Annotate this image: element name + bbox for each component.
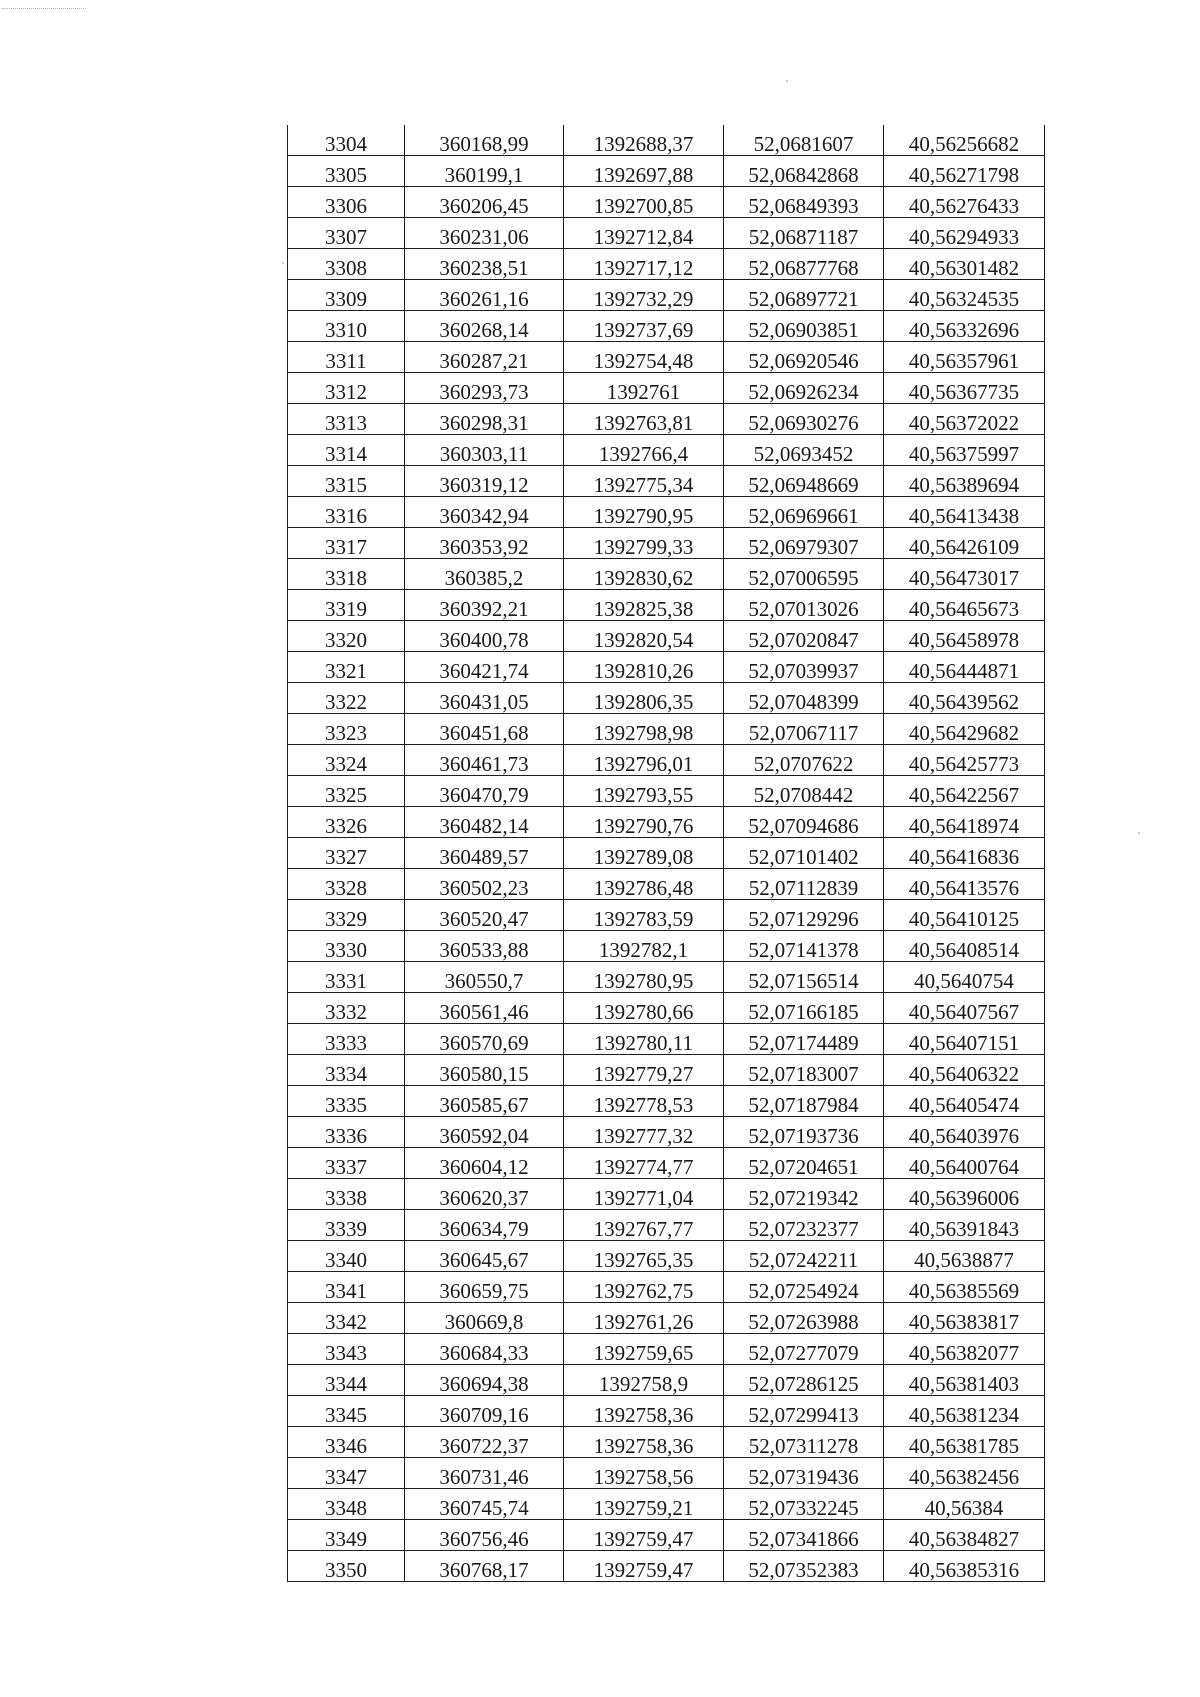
x-coordinate-cell: 360502,23 <box>405 869 564 900</box>
x-coordinate-cell: 360745,74 <box>405 1489 564 1520</box>
x-coordinate-cell: 360231,06 <box>405 218 564 249</box>
longitude-cell: 40,56324535 <box>884 280 1045 311</box>
y-coordinate-cell: 1392790,95 <box>564 497 724 528</box>
latitude-cell: 52,07263988 <box>724 1303 884 1334</box>
longitude-cell: 40,56408514 <box>884 931 1045 962</box>
point-number-cell: 3316 <box>288 497 405 528</box>
y-coordinate-cell: 1392712,84 <box>564 218 724 249</box>
point-number-cell: 3308 <box>288 249 405 280</box>
table-row <box>288 776 1045 807</box>
x-coordinate-cell: 360206,45 <box>405 187 564 218</box>
y-coordinate-cell: 1392777,32 <box>564 1117 724 1148</box>
latitude-cell: 52,0707622 <box>724 745 884 776</box>
table-row <box>288 745 1045 776</box>
x-coordinate-cell: 360168,99 <box>405 125 564 156</box>
latitude-cell: 52,06897721 <box>724 280 884 311</box>
y-coordinate-cell: 1392732,29 <box>564 280 724 311</box>
point-number-cell: 3320 <box>288 621 405 652</box>
table-row <box>288 528 1045 559</box>
x-coordinate-cell: 360461,73 <box>405 745 564 776</box>
table-row <box>288 125 1045 156</box>
point-number-cell: 3306 <box>288 187 405 218</box>
longitude-cell: 40,56301482 <box>884 249 1045 280</box>
x-coordinate-cell: 360385,2 <box>405 559 564 590</box>
y-coordinate-cell: 1392737,69 <box>564 311 724 342</box>
latitude-cell: 52,07204651 <box>724 1148 884 1179</box>
table-row <box>288 807 1045 838</box>
x-coordinate-cell: 360722,37 <box>405 1427 564 1458</box>
x-coordinate-cell: 360604,12 <box>405 1148 564 1179</box>
table-row <box>288 652 1045 683</box>
table-row <box>288 1055 1045 1086</box>
latitude-cell: 52,07156514 <box>724 962 884 993</box>
latitude-cell: 52,06842868 <box>724 156 884 187</box>
latitude-cell: 52,07141378 <box>724 931 884 962</box>
y-coordinate-cell: 1392810,26 <box>564 652 724 683</box>
x-coordinate-cell: 360585,67 <box>405 1086 564 1117</box>
x-coordinate-cell: 360580,15 <box>405 1055 564 1086</box>
longitude-cell: 40,56400764 <box>884 1148 1045 1179</box>
y-coordinate-cell: 1392778,53 <box>564 1086 724 1117</box>
scan-speck <box>282 262 284 264</box>
table-row <box>288 900 1045 931</box>
x-coordinate-cell: 360392,21 <box>405 590 564 621</box>
y-coordinate-cell: 1392799,33 <box>564 528 724 559</box>
latitude-cell: 52,07183007 <box>724 1055 884 1086</box>
y-coordinate-cell: 1392783,59 <box>564 900 724 931</box>
table-row <box>288 1210 1045 1241</box>
point-number-cell: 3310 <box>288 311 405 342</box>
latitude-cell: 52,07254924 <box>724 1272 884 1303</box>
longitude-cell: 40,56429682 <box>884 714 1045 745</box>
latitude-cell: 52,06849393 <box>724 187 884 218</box>
x-coordinate-cell: 360561,46 <box>405 993 564 1024</box>
x-coordinate-cell: 360550,7 <box>405 962 564 993</box>
longitude-cell: 40,56385316 <box>884 1551 1045 1582</box>
point-number-cell: 3328 <box>288 869 405 900</box>
y-coordinate-cell: 1392765,35 <box>564 1241 724 1272</box>
latitude-cell: 52,0693452 <box>724 435 884 466</box>
table-row <box>288 1086 1045 1117</box>
longitude-cell: 40,56403976 <box>884 1117 1045 1148</box>
table-row <box>288 1458 1045 1489</box>
table-row <box>288 1024 1045 1055</box>
point-number-cell: 3329 <box>288 900 405 931</box>
table-row <box>288 559 1045 590</box>
y-coordinate-cell: 1392759,65 <box>564 1334 724 1365</box>
point-number-cell: 3334 <box>288 1055 405 1086</box>
table-row <box>288 1117 1045 1148</box>
longitude-cell: 40,56439562 <box>884 683 1045 714</box>
latitude-cell: 52,07067117 <box>724 714 884 745</box>
latitude-cell: 52,07332245 <box>724 1489 884 1520</box>
table-row <box>288 373 1045 404</box>
x-coordinate-cell: 360319,12 <box>405 466 564 497</box>
latitude-cell: 52,07319436 <box>724 1458 884 1489</box>
x-coordinate-cell: 360451,68 <box>405 714 564 745</box>
longitude-cell: 40,56391843 <box>884 1210 1045 1241</box>
point-number-cell: 3343 <box>288 1334 405 1365</box>
x-coordinate-cell: 360731,46 <box>405 1458 564 1489</box>
table-row <box>288 1272 1045 1303</box>
x-coordinate-cell: 360431,05 <box>405 683 564 714</box>
point-number-cell: 3311 <box>288 342 405 373</box>
longitude-cell: 40,56382456 <box>884 1458 1045 1489</box>
table-row <box>288 1334 1045 1365</box>
latitude-cell: 52,07094686 <box>724 807 884 838</box>
x-coordinate-cell: 360533,88 <box>405 931 564 962</box>
latitude-cell: 52,07013026 <box>724 590 884 621</box>
point-number-cell: 3307 <box>288 218 405 249</box>
y-coordinate-cell: 1392758,56 <box>564 1458 724 1489</box>
y-coordinate-cell: 1392786,48 <box>564 869 724 900</box>
point-number-cell: 3317 <box>288 528 405 559</box>
x-coordinate-cell: 360287,21 <box>405 342 564 373</box>
latitude-cell: 52,06877768 <box>724 249 884 280</box>
x-coordinate-cell: 360268,14 <box>405 311 564 342</box>
longitude-cell: 40,56332696 <box>884 311 1045 342</box>
longitude-cell: 40,56444871 <box>884 652 1045 683</box>
point-number-cell: 3332 <box>288 993 405 1024</box>
latitude-cell: 52,06903851 <box>724 311 884 342</box>
longitude-cell: 40,56271798 <box>884 156 1045 187</box>
longitude-cell: 40,56381785 <box>884 1427 1045 1458</box>
longitude-cell: 40,56375997 <box>884 435 1045 466</box>
x-coordinate-cell: 360620,37 <box>405 1179 564 1210</box>
point-number-cell: 3322 <box>288 683 405 714</box>
longitude-cell: 40,56425773 <box>884 745 1045 776</box>
scan-speck <box>1138 832 1140 834</box>
x-coordinate-cell: 360199,1 <box>405 156 564 187</box>
point-number-cell: 3319 <box>288 590 405 621</box>
longitude-cell: 40,56458978 <box>884 621 1045 652</box>
latitude-cell: 52,07039937 <box>724 652 884 683</box>
longitude-cell: 40,56384 <box>884 1489 1045 1520</box>
latitude-cell: 52,06871187 <box>724 218 884 249</box>
table-row <box>288 187 1045 218</box>
y-coordinate-cell: 1392767,77 <box>564 1210 724 1241</box>
point-number-cell: 3336 <box>288 1117 405 1148</box>
latitude-cell: 52,0681607 <box>724 125 884 156</box>
longitude-cell: 40,56413438 <box>884 497 1045 528</box>
longitude-cell: 40,56382077 <box>884 1334 1045 1365</box>
latitude-cell: 52,07311278 <box>724 1427 884 1458</box>
longitude-cell: 40,56406322 <box>884 1055 1045 1086</box>
point-number-cell: 3341 <box>288 1272 405 1303</box>
table-row <box>288 1551 1045 1582</box>
latitude-cell: 52,07219342 <box>724 1179 884 1210</box>
y-coordinate-cell: 1392793,55 <box>564 776 724 807</box>
latitude-cell: 52,06969661 <box>724 497 884 528</box>
x-coordinate-cell: 360482,14 <box>405 807 564 838</box>
table-row <box>288 1365 1045 1396</box>
longitude-cell: 40,56410125 <box>884 900 1045 931</box>
point-number-cell: 3318 <box>288 559 405 590</box>
y-coordinate-cell: 1392758,36 <box>564 1427 724 1458</box>
longitude-cell: 40,56416836 <box>884 838 1045 869</box>
longitude-cell: 40,56407151 <box>884 1024 1045 1055</box>
y-coordinate-cell: 1392782,1 <box>564 931 724 962</box>
y-coordinate-cell: 1392759,21 <box>564 1489 724 1520</box>
y-coordinate-cell: 1392688,37 <box>564 125 724 156</box>
x-coordinate-cell: 360261,16 <box>405 280 564 311</box>
x-coordinate-cell: 360684,33 <box>405 1334 564 1365</box>
x-coordinate-cell: 360298,31 <box>405 404 564 435</box>
y-coordinate-cell: 1392717,12 <box>564 249 724 280</box>
latitude-cell: 52,07166185 <box>724 993 884 1024</box>
y-coordinate-cell: 1392820,54 <box>564 621 724 652</box>
latitude-cell: 52,07174489 <box>724 1024 884 1055</box>
y-coordinate-cell: 1392780,95 <box>564 962 724 993</box>
y-coordinate-cell: 1392759,47 <box>564 1520 724 1551</box>
x-coordinate-cell: 360400,78 <box>405 621 564 652</box>
table-row <box>288 962 1045 993</box>
longitude-cell: 40,56294933 <box>884 218 1045 249</box>
latitude-cell: 52,0708442 <box>724 776 884 807</box>
x-coordinate-cell: 360570,69 <box>405 1024 564 1055</box>
point-number-cell: 3344 <box>288 1365 405 1396</box>
table-row <box>288 280 1045 311</box>
table-row <box>288 1241 1045 1272</box>
point-number-cell: 3323 <box>288 714 405 745</box>
latitude-cell: 52,07129296 <box>724 900 884 931</box>
longitude-cell: 40,56418974 <box>884 807 1045 838</box>
point-number-cell: 3312 <box>288 373 405 404</box>
latitude-cell: 52,07232377 <box>724 1210 884 1241</box>
point-number-cell: 3321 <box>288 652 405 683</box>
longitude-cell: 40,56385569 <box>884 1272 1045 1303</box>
table-row <box>288 1179 1045 1210</box>
point-number-cell: 3326 <box>288 807 405 838</box>
y-coordinate-cell: 1392758,9 <box>564 1365 724 1396</box>
y-coordinate-cell: 1392790,76 <box>564 807 724 838</box>
y-coordinate-cell: 1392806,35 <box>564 683 724 714</box>
table-row <box>288 404 1045 435</box>
table-row <box>288 466 1045 497</box>
longitude-cell: 40,5640754 <box>884 962 1045 993</box>
point-number-cell: 3346 <box>288 1427 405 1458</box>
point-number-cell: 3348 <box>288 1489 405 1520</box>
longitude-cell: 40,56473017 <box>884 559 1045 590</box>
table-row <box>288 249 1045 280</box>
point-number-cell: 3335 <box>288 1086 405 1117</box>
latitude-cell: 52,06979307 <box>724 528 884 559</box>
latitude-cell: 52,07006595 <box>724 559 884 590</box>
point-number-cell: 3305 <box>288 156 405 187</box>
table-row <box>288 1489 1045 1520</box>
y-coordinate-cell: 1392830,62 <box>564 559 724 590</box>
y-coordinate-cell: 1392758,36 <box>564 1396 724 1427</box>
x-coordinate-cell: 360342,94 <box>405 497 564 528</box>
x-coordinate-cell: 360768,17 <box>405 1551 564 1582</box>
point-number-cell: 3345 <box>288 1396 405 1427</box>
table-row <box>288 869 1045 900</box>
y-coordinate-cell: 1392780,66 <box>564 993 724 1024</box>
latitude-cell: 52,07187984 <box>724 1086 884 1117</box>
y-coordinate-cell: 1392798,98 <box>564 714 724 745</box>
table-row <box>288 1396 1045 1427</box>
latitude-cell: 52,06930276 <box>724 404 884 435</box>
y-coordinate-cell: 1392780,11 <box>564 1024 724 1055</box>
y-coordinate-cell: 1392774,77 <box>564 1148 724 1179</box>
table-row <box>288 838 1045 869</box>
x-coordinate-cell: 360470,79 <box>405 776 564 807</box>
x-coordinate-cell: 360634,79 <box>405 1210 564 1241</box>
x-coordinate-cell: 360659,75 <box>405 1272 564 1303</box>
table-row <box>288 342 1045 373</box>
y-coordinate-cell: 1392796,01 <box>564 745 724 776</box>
table-row <box>288 218 1045 249</box>
table-row <box>288 1520 1045 1551</box>
table-row <box>288 311 1045 342</box>
x-coordinate-cell: 360353,92 <box>405 528 564 559</box>
point-number-cell: 3349 <box>288 1520 405 1551</box>
x-coordinate-cell: 360421,74 <box>405 652 564 683</box>
scan-speck <box>786 80 788 82</box>
longitude-cell: 40,5638877 <box>884 1241 1045 1272</box>
latitude-cell: 52,06926234 <box>724 373 884 404</box>
point-number-cell: 3333 <box>288 1024 405 1055</box>
y-coordinate-cell: 1392763,81 <box>564 404 724 435</box>
longitude-cell: 40,56389694 <box>884 466 1045 497</box>
point-number-cell: 3347 <box>288 1458 405 1489</box>
x-coordinate-cell: 360520,47 <box>405 900 564 931</box>
y-coordinate-cell: 1392761 <box>564 373 724 404</box>
table-row <box>288 1148 1045 1179</box>
point-number-cell: 3324 <box>288 745 405 776</box>
longitude-cell: 40,56276433 <box>884 187 1045 218</box>
longitude-cell: 40,56367735 <box>884 373 1045 404</box>
x-coordinate-cell: 360669,8 <box>405 1303 564 1334</box>
latitude-cell: 52,07277079 <box>724 1334 884 1365</box>
point-number-cell: 3325 <box>288 776 405 807</box>
point-number-cell: 3309 <box>288 280 405 311</box>
table-row <box>288 683 1045 714</box>
point-number-cell: 3330 <box>288 931 405 962</box>
point-number-cell: 3340 <box>288 1241 405 1272</box>
y-coordinate-cell: 1392754,48 <box>564 342 724 373</box>
latitude-cell: 52,07020847 <box>724 621 884 652</box>
latitude-cell: 52,07242211 <box>724 1241 884 1272</box>
longitude-cell: 40,56405474 <box>884 1086 1045 1117</box>
x-coordinate-cell: 360756,46 <box>405 1520 564 1551</box>
latitude-cell: 52,06920546 <box>724 342 884 373</box>
longitude-cell: 40,56372022 <box>884 404 1045 435</box>
x-coordinate-cell: 360238,51 <box>405 249 564 280</box>
y-coordinate-cell: 1392759,47 <box>564 1551 724 1582</box>
point-number-cell: 3327 <box>288 838 405 869</box>
longitude-cell: 40,56413576 <box>884 869 1045 900</box>
x-coordinate-cell: 360293,73 <box>405 373 564 404</box>
table-row <box>288 590 1045 621</box>
point-number-cell: 3331 <box>288 962 405 993</box>
point-number-cell: 3350 <box>288 1551 405 1582</box>
point-number-cell: 3314 <box>288 435 405 466</box>
table-row <box>288 993 1045 1024</box>
point-number-cell: 3342 <box>288 1303 405 1334</box>
coordinates-table <box>287 125 1045 1582</box>
longitude-cell: 40,56465673 <box>884 590 1045 621</box>
table-row <box>288 435 1045 466</box>
latitude-cell: 52,07341866 <box>724 1520 884 1551</box>
table-row <box>288 497 1045 528</box>
y-coordinate-cell: 1392761,26 <box>564 1303 724 1334</box>
point-number-cell: 3313 <box>288 404 405 435</box>
longitude-cell: 40,56381403 <box>884 1365 1045 1396</box>
x-coordinate-cell: 360489,57 <box>405 838 564 869</box>
latitude-cell: 52,07286125 <box>724 1365 884 1396</box>
table-row <box>288 714 1045 745</box>
latitude-cell: 52,07352383 <box>724 1551 884 1582</box>
x-coordinate-cell: 360709,16 <box>405 1396 564 1427</box>
point-number-cell: 3337 <box>288 1148 405 1179</box>
x-coordinate-cell: 360694,38 <box>405 1365 564 1396</box>
latitude-cell: 52,07193736 <box>724 1117 884 1148</box>
point-number-cell: 3339 <box>288 1210 405 1241</box>
longitude-cell: 40,56383817 <box>884 1303 1045 1334</box>
longitude-cell: 40,56422567 <box>884 776 1045 807</box>
table-row <box>288 931 1045 962</box>
y-coordinate-cell: 1392697,88 <box>564 156 724 187</box>
point-number-cell: 3304 <box>288 125 405 156</box>
longitude-cell: 40,56384827 <box>884 1520 1045 1551</box>
y-coordinate-cell: 1392789,08 <box>564 838 724 869</box>
latitude-cell: 52,07101402 <box>724 838 884 869</box>
longitude-cell: 40,56381234 <box>884 1396 1045 1427</box>
y-coordinate-cell: 1392771,04 <box>564 1179 724 1210</box>
x-coordinate-cell: 360303,11 <box>405 435 564 466</box>
x-coordinate-cell: 360645,67 <box>405 1241 564 1272</box>
longitude-cell: 40,56357961 <box>884 342 1045 373</box>
x-coordinate-cell: 360592,04 <box>405 1117 564 1148</box>
longitude-cell: 40,56426109 <box>884 528 1045 559</box>
y-coordinate-cell: 1392779,27 <box>564 1055 724 1086</box>
y-coordinate-cell: 1392700,85 <box>564 187 724 218</box>
longitude-cell: 40,56256682 <box>884 125 1045 156</box>
latitude-cell: 52,07112839 <box>724 869 884 900</box>
table-row <box>288 1427 1045 1458</box>
y-coordinate-cell: 1392825,38 <box>564 590 724 621</box>
table-row <box>288 1303 1045 1334</box>
latitude-cell: 52,07048399 <box>724 683 884 714</box>
longitude-cell: 40,56396006 <box>884 1179 1045 1210</box>
scan-edge-mark <box>2 8 86 11</box>
longitude-cell: 40,56407567 <box>884 993 1045 1024</box>
point-number-cell: 3338 <box>288 1179 405 1210</box>
table-row <box>288 621 1045 652</box>
y-coordinate-cell: 1392775,34 <box>564 466 724 497</box>
y-coordinate-cell: 1392762,75 <box>564 1272 724 1303</box>
latitude-cell: 52,07299413 <box>724 1396 884 1427</box>
latitude-cell: 52,06948669 <box>724 466 884 497</box>
table-row <box>288 156 1045 187</box>
point-number-cell: 3315 <box>288 466 405 497</box>
coordinates-table-body <box>288 125 1045 1582</box>
y-coordinate-cell: 1392766,4 <box>564 435 724 466</box>
